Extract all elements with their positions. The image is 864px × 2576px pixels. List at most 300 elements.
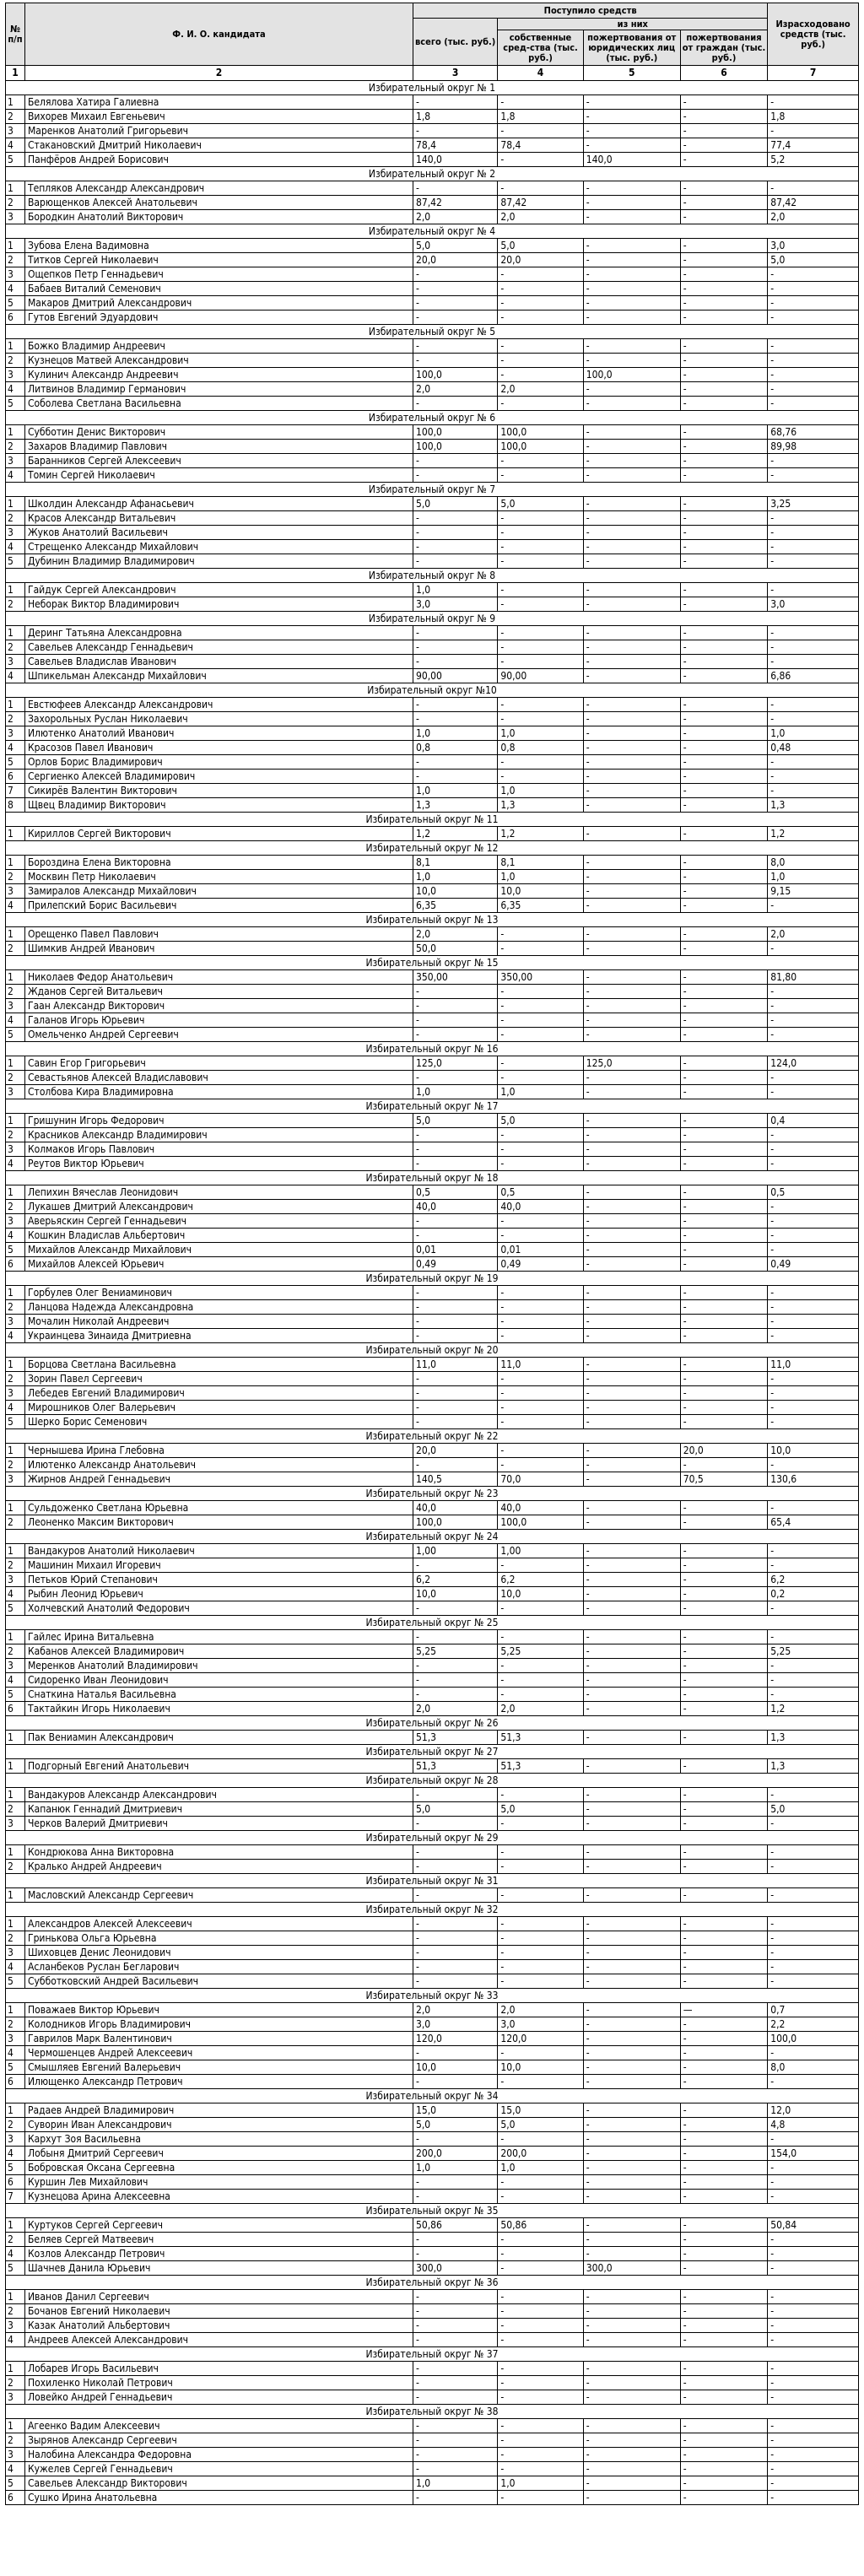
cell-candidate-name: Илющенко Александр Петрович xyxy=(24,2075,413,2089)
cell-own: - xyxy=(498,2376,583,2390)
cell-candidate-name: Борцова Светлана Васильевна xyxy=(24,1358,413,1372)
cell-legal: - xyxy=(583,2161,680,2175)
table-row xyxy=(6,1788,859,1802)
cell-spent: - xyxy=(768,2476,859,2491)
cell-citizens: - xyxy=(680,1257,768,1272)
cell-total: - xyxy=(413,181,497,196)
cell-citizens: - xyxy=(680,1358,768,1372)
cell-citizens: - xyxy=(680,2419,768,2433)
table-row xyxy=(6,970,859,985)
table-row xyxy=(6,2032,859,2046)
cell-spent: 5,0 xyxy=(768,1802,859,1817)
table-row xyxy=(6,1286,859,1300)
cell-legal: - xyxy=(583,2060,680,2075)
cell-total: - xyxy=(413,1946,497,1960)
cell-total: - xyxy=(413,1960,497,1974)
cell-num: 1 xyxy=(6,2419,25,2433)
cell-candidate-name: Куршин Лев Михайлович xyxy=(24,2175,413,2190)
cell-num: 3 xyxy=(6,1085,25,1099)
table-row xyxy=(6,1386,859,1401)
cell-own: - xyxy=(498,1974,583,1989)
cell-citizens: - xyxy=(680,2032,768,2046)
cell-citizens: - xyxy=(680,1731,768,1745)
cell-spent: - xyxy=(768,124,859,138)
cell-spent: 0,49 xyxy=(768,1257,859,1272)
cell-total: - xyxy=(413,1315,497,1329)
cell-citizens: - xyxy=(680,1946,768,1960)
table-row xyxy=(6,927,859,942)
cell-candidate-name: Красников Александр Владимирович xyxy=(24,1128,413,1142)
cell-candidate-name: Снаткина Наталья Васильевна xyxy=(24,1688,413,1702)
table-row xyxy=(6,153,859,167)
cell-own: - xyxy=(498,181,583,196)
cell-spent: 0,2 xyxy=(768,1587,859,1601)
cell-legal: - xyxy=(583,2046,680,2060)
cell-num: 2 xyxy=(6,2017,25,2032)
cell-total: - xyxy=(413,1229,497,1243)
cell-total: 78,4 xyxy=(413,138,497,153)
district-title: Избирательный округ № 27 xyxy=(6,1745,859,1759)
cell-total: 20,0 xyxy=(413,253,497,267)
cell-citizens: - xyxy=(680,985,768,999)
district-header-row xyxy=(6,2276,859,2290)
cell-citizens: - xyxy=(680,1917,768,1931)
cell-citizens: - xyxy=(680,1888,768,1903)
cell-legal: - xyxy=(583,1013,680,1028)
table-row xyxy=(6,999,859,1013)
cell-num: 3 xyxy=(6,1472,25,1487)
cell-citizens: - xyxy=(680,1817,768,1831)
district-header-row xyxy=(6,1429,859,1444)
cell-candidate-name: Кралько Андрей Андреевич xyxy=(24,1860,413,1874)
cell-num: 1 xyxy=(6,339,25,354)
cell-candidate-name: Козлов Александр Петрович xyxy=(24,2247,413,2261)
cell-spent: 6,2 xyxy=(768,1573,859,1587)
cell-num: 4 xyxy=(6,138,25,153)
cell-own: - xyxy=(498,597,583,612)
cell-legal: - xyxy=(583,253,680,267)
cell-citizens: - xyxy=(680,239,768,253)
cell-own: - xyxy=(498,153,583,167)
cell-total: - xyxy=(413,511,497,526)
cell-num: 3 xyxy=(6,1315,25,1329)
cell-citizens: - xyxy=(680,1558,768,1573)
cell-num: 3 xyxy=(6,2132,25,2147)
cell-total: 10,0 xyxy=(413,1587,497,1601)
cell-citizens: - xyxy=(680,1142,768,1157)
cell-candidate-name: Савельев Александр Викторович xyxy=(24,2476,413,2491)
cell-num: 4 xyxy=(6,741,25,755)
cell-num: 2 xyxy=(6,712,25,726)
cell-num: 4 xyxy=(6,282,25,296)
cell-total: - xyxy=(413,698,497,712)
cell-spent: - xyxy=(768,1659,859,1673)
table-row xyxy=(6,1630,859,1644)
cell-legal: - xyxy=(583,1759,680,1774)
cell-spent: - xyxy=(768,554,859,569)
cell-own: - xyxy=(498,985,583,999)
cell-own: 70,0 xyxy=(498,1472,583,1487)
cell-candidate-name: Сидоренко Иван Леонидович xyxy=(24,1673,413,1688)
cell-legal: - xyxy=(583,1917,680,1931)
cell-legal: - xyxy=(583,540,680,554)
cell-own: - xyxy=(498,354,583,368)
table-row xyxy=(6,597,859,612)
cell-own: - xyxy=(498,626,583,640)
cell-candidate-name: Мочалин Николай Андреевич xyxy=(24,1315,413,1329)
cell-spent: - xyxy=(768,985,859,999)
cell-own: 5,0 xyxy=(498,1802,583,1817)
cell-candidate-name: Москвин Петр Николаевич xyxy=(24,870,413,884)
cell-legal: - xyxy=(583,1601,680,1616)
cell-spent: - xyxy=(768,1817,859,1831)
table-row xyxy=(6,1573,859,1587)
cell-total: - xyxy=(413,1788,497,1802)
district-header-row xyxy=(6,569,859,583)
cell-candidate-name: Лебедев Евгений Владимирович xyxy=(24,1386,413,1401)
table-row xyxy=(6,1071,859,1085)
cell-total: 5,0 xyxy=(413,1114,497,1128)
cell-own: - xyxy=(498,1372,583,1386)
cell-num: 4 xyxy=(6,2046,25,2060)
cell-num: 2 xyxy=(6,196,25,210)
cell-candidate-name: Жуков Анатолий Васильевич xyxy=(24,526,413,540)
cell-legal: - xyxy=(583,1243,680,1257)
cell-citizens: - xyxy=(680,1573,768,1587)
table-row xyxy=(6,1931,859,1946)
cell-legal: - xyxy=(583,196,680,210)
district-title: Избирательный округ № 18 xyxy=(6,1171,859,1185)
cell-candidate-name: Бабаев Виталий Семенович xyxy=(24,282,413,296)
table-row xyxy=(6,1644,859,1659)
col-number: 6 xyxy=(680,66,768,81)
table-row xyxy=(6,1315,859,1329)
table-header xyxy=(6,3,859,81)
cell-total: 1,3 xyxy=(413,798,497,813)
cell-candidate-name: Божко Владимир Андреевич xyxy=(24,339,413,354)
cell-own: 1,0 xyxy=(498,2161,583,2175)
table-row xyxy=(6,1300,859,1315)
cell-spent: - xyxy=(768,1501,859,1515)
cell-candidate-name: Лукашев Дмитрий Александрович xyxy=(24,1200,413,1214)
cell-legal: - xyxy=(583,1931,680,1946)
cell-num: 3 xyxy=(6,2032,25,2046)
cell-own: 8,1 xyxy=(498,856,583,870)
cell-citizens: - xyxy=(680,1515,768,1530)
cell-num: 1 xyxy=(6,1845,25,1860)
cell-num: 3 xyxy=(6,1142,25,1157)
cell-spent: 1,3 xyxy=(768,1731,859,1745)
table-row xyxy=(6,138,859,153)
cell-total: 50,86 xyxy=(413,2218,497,2233)
cell-total: - xyxy=(413,1028,497,1042)
cell-spent: 1,0 xyxy=(768,870,859,884)
cell-spent: - xyxy=(768,2433,859,2448)
cell-citizens: - xyxy=(680,2362,768,2376)
cell-num: 3 xyxy=(6,2448,25,2462)
cell-citizens: - xyxy=(680,1056,768,1071)
cell-spent: 5,25 xyxy=(768,1644,859,1659)
cell-legal: - xyxy=(583,1257,680,1272)
cell-own: 1,8 xyxy=(498,110,583,124)
cell-num: 3 xyxy=(6,124,25,138)
cell-own: - xyxy=(498,554,583,569)
cell-own: - xyxy=(498,95,583,110)
table-row xyxy=(6,870,859,884)
cell-legal: - xyxy=(583,1702,680,1716)
cell-candidate-name: Гришунин Игорь Федорович xyxy=(24,1114,413,1128)
cell-total: - xyxy=(413,1931,497,1946)
cell-num: 3 xyxy=(6,655,25,669)
cell-legal: - xyxy=(583,311,680,325)
cell-spent: - xyxy=(768,1788,859,1802)
cell-total: - xyxy=(413,339,497,354)
cell-own: 1,2 xyxy=(498,827,583,841)
cell-candidate-name: Гаан Александр Викторович xyxy=(24,999,413,1013)
table-row xyxy=(6,2060,859,2075)
table-row xyxy=(6,1257,859,1272)
cell-total: - xyxy=(413,626,497,640)
district-header-row xyxy=(6,325,859,339)
cell-num: 4 xyxy=(6,1401,25,1415)
cell-own: 40,0 xyxy=(498,1501,583,1515)
cell-candidate-name: Илютенко Анатолий Иванович xyxy=(24,726,413,741)
district-title: Избирательный округ № 1 xyxy=(6,81,859,95)
cell-spent: - xyxy=(768,1386,859,1401)
cell-total: 100,0 xyxy=(413,1515,497,1530)
cell-candidate-name: Шпикельман Александр Михайлович xyxy=(24,669,413,683)
cell-candidate-name: Поважаев Виктор Юрьевич xyxy=(24,2003,413,2017)
cell-candidate-name: Субботин Денис Викторович xyxy=(24,425,413,440)
cell-legal: - xyxy=(583,1329,680,1343)
cell-candidate-name: Подгорный Евгений Анатольевич xyxy=(24,1759,413,1774)
cell-num: 1 xyxy=(6,927,25,942)
cell-spent: - xyxy=(768,2075,859,2089)
cell-own: - xyxy=(498,2190,583,2204)
cell-legal: - xyxy=(583,640,680,655)
cell-candidate-name: Тактайкин Игорь Николаевич xyxy=(24,1702,413,1716)
cell-citizens: - xyxy=(680,1415,768,1429)
cell-total: - xyxy=(413,1300,497,1315)
cell-own: - xyxy=(498,1056,583,1071)
district-header-row xyxy=(6,1989,859,2003)
table-row xyxy=(6,1860,859,1874)
cell-num: 8 xyxy=(6,798,25,813)
cell-citizens: - xyxy=(680,1185,768,1200)
table-row xyxy=(6,942,859,956)
cell-spent: - xyxy=(768,1300,859,1315)
cell-legal: - xyxy=(583,1817,680,1831)
cell-spent: - xyxy=(768,1142,859,1157)
cell-own: - xyxy=(498,755,583,770)
cell-spent: - xyxy=(768,1960,859,1974)
cell-total: 51,3 xyxy=(413,1731,497,1745)
cell-own: - xyxy=(498,2390,583,2405)
cell-legal: - xyxy=(583,468,680,483)
table-row xyxy=(6,2046,859,2060)
cell-spent: - xyxy=(768,1630,859,1644)
cell-own: - xyxy=(498,339,583,354)
cell-num: 2 xyxy=(6,440,25,454)
cell-own: 1,0 xyxy=(498,2476,583,2491)
cell-own: - xyxy=(498,1013,583,1028)
table-row xyxy=(6,669,859,683)
table-row xyxy=(6,1845,859,1860)
cell-citizens: - xyxy=(680,124,768,138)
cell-citizens: - xyxy=(680,339,768,354)
cell-candidate-name: Украинцева Зинаида Дмитриевна xyxy=(24,1329,413,1343)
cell-legal: - xyxy=(583,2476,680,2491)
cell-citizens: - xyxy=(680,2290,768,2304)
cell-num: 1 xyxy=(6,626,25,640)
cell-own: 6,35 xyxy=(498,899,583,913)
cell-total: 300,0 xyxy=(413,2261,497,2276)
cell-num: 5 xyxy=(6,2060,25,2075)
cell-legal: - xyxy=(583,497,680,511)
cell-own: 100,0 xyxy=(498,440,583,454)
table-row xyxy=(6,856,859,870)
cell-citizens: - xyxy=(680,196,768,210)
cell-legal: - xyxy=(583,1444,680,1458)
cell-legal: - xyxy=(583,1315,680,1329)
cell-spent: - xyxy=(768,2390,859,2405)
cell-candidate-name: Захорольных Руслан Николаевич xyxy=(24,712,413,726)
cell-own: 1,0 xyxy=(498,784,583,798)
cell-candidate-name: Кабанов Алексей Владимирович xyxy=(24,1644,413,1659)
cell-spent: 4,8 xyxy=(768,2118,859,2132)
cell-spent: 87,42 xyxy=(768,196,859,210)
cell-legal: - xyxy=(583,181,680,196)
cell-spent: - xyxy=(768,2290,859,2304)
cell-own: 40,0 xyxy=(498,1200,583,1214)
cell-total: - xyxy=(413,296,497,311)
col-number: 3 xyxy=(413,66,497,81)
cell-spent: - xyxy=(768,1085,859,1099)
cell-total: 140,0 xyxy=(413,153,497,167)
cell-candidate-name: Сульдоженко Светлана Юрьевна xyxy=(24,1501,413,1515)
cell-candidate-name: Асланбеков Руслан Бегларович xyxy=(24,1960,413,1974)
cell-num: 2 xyxy=(6,1300,25,1315)
table-row xyxy=(6,1444,859,1458)
cell-total: 0,01 xyxy=(413,1243,497,1257)
table-row xyxy=(6,1731,859,1745)
cell-own: - xyxy=(498,2491,583,2505)
cell-num: 4 xyxy=(6,2462,25,2476)
cell-citizens: - xyxy=(680,2448,768,2462)
table-row xyxy=(6,425,859,440)
cell-legal: - xyxy=(583,1300,680,1315)
cell-legal: - xyxy=(583,1802,680,1817)
cell-spent: 8,0 xyxy=(768,2060,859,2075)
cell-total: 140,5 xyxy=(413,1472,497,1487)
cell-total: - xyxy=(413,1558,497,1573)
cell-citizens: - xyxy=(680,1974,768,1989)
cell-citizens: - xyxy=(680,1688,768,1702)
cell-num: 1 xyxy=(6,1544,25,1558)
cell-citizens: - xyxy=(680,1788,768,1802)
cell-legal: - xyxy=(583,1630,680,1644)
cell-citizens: - xyxy=(680,282,768,296)
cell-candidate-name: Суворин Иван Александрович xyxy=(24,2118,413,2132)
cell-candidate-name: Стрещенко Александр Михайлович xyxy=(24,540,413,554)
cell-spent: - xyxy=(768,282,859,296)
cell-legal: - xyxy=(583,655,680,669)
cell-citizens: - xyxy=(680,726,768,741)
cell-legal: - xyxy=(583,2376,680,2390)
cell-citizens: - xyxy=(680,770,768,784)
cell-spent: - xyxy=(768,368,859,382)
cell-spent: - xyxy=(768,1071,859,1085)
cell-total: - xyxy=(413,526,497,540)
cell-candidate-name: Прилепский Борис Васильевич xyxy=(24,899,413,913)
cell-num: 6 xyxy=(6,2075,25,2089)
cell-legal: - xyxy=(583,1659,680,1673)
cell-own: - xyxy=(498,698,583,712)
table-row xyxy=(6,454,859,468)
cell-num: 1 xyxy=(6,1501,25,1515)
table-row xyxy=(6,2304,859,2319)
cell-legal: - xyxy=(583,210,680,224)
cell-own: - xyxy=(498,1860,583,1874)
cell-num: 4 xyxy=(6,2147,25,2161)
cell-citizens: - xyxy=(680,382,768,397)
cell-candidate-name: Машинин Михаил Игоревич xyxy=(24,1558,413,1573)
cell-legal: - xyxy=(583,626,680,640)
cell-spent: 1,3 xyxy=(768,798,859,813)
cell-citizens: - xyxy=(680,95,768,110)
cell-spent: - xyxy=(768,2190,859,2204)
cell-legal: - xyxy=(583,239,680,253)
cell-total: - xyxy=(413,1917,497,1931)
cell-candidate-name: Захаров Владимир Павлович xyxy=(24,440,413,454)
cell-own: - xyxy=(498,2175,583,2190)
table-row xyxy=(6,2118,859,2132)
cell-legal: - xyxy=(583,1960,680,1974)
cell-citizens: - xyxy=(680,1214,768,1229)
cell-candidate-name: Макаров Дмитрий Александрович xyxy=(24,296,413,311)
cell-candidate-name: Ланцова Надежда Александровна xyxy=(24,1300,413,1315)
cell-total: - xyxy=(413,1974,497,1989)
cell-own: - xyxy=(498,770,583,784)
district-title: Избирательный округ № 9 xyxy=(6,612,859,626)
cell-own: - xyxy=(498,2333,583,2347)
cell-legal: - xyxy=(583,425,680,440)
cell-total: - xyxy=(413,1817,497,1831)
cell-num: 2 xyxy=(6,2304,25,2319)
cell-legal: - xyxy=(583,712,680,726)
cell-total: - xyxy=(413,354,497,368)
cell-spent: - xyxy=(768,1128,859,1142)
table-row xyxy=(6,1659,859,1673)
cell-spent: 3,0 xyxy=(768,597,859,612)
cell-candidate-name: Томин Сергей Николаевич xyxy=(24,468,413,483)
cell-total: - xyxy=(413,2362,497,2376)
cell-num: 1 xyxy=(6,1731,25,1745)
cell-spent: 0,48 xyxy=(768,741,859,755)
table-row xyxy=(6,770,859,784)
cell-legal: - xyxy=(583,554,680,569)
cell-num: 5 xyxy=(6,296,25,311)
cell-total: - xyxy=(413,1630,497,1644)
district-header-row xyxy=(6,224,859,239)
cell-spent: - xyxy=(768,2247,859,2261)
cell-citizens: - xyxy=(680,1243,768,1257)
cell-candidate-name: Шачнев Данила Юрьевич xyxy=(24,2261,413,2276)
cell-candidate-name: Белялова Хатира Галиевна xyxy=(24,95,413,110)
cell-spent: 154,0 xyxy=(768,2147,859,2161)
cell-own: 5,0 xyxy=(498,1114,583,1128)
cell-candidate-name: Лобыня Дмитрий Сергеевич xyxy=(24,2147,413,2161)
